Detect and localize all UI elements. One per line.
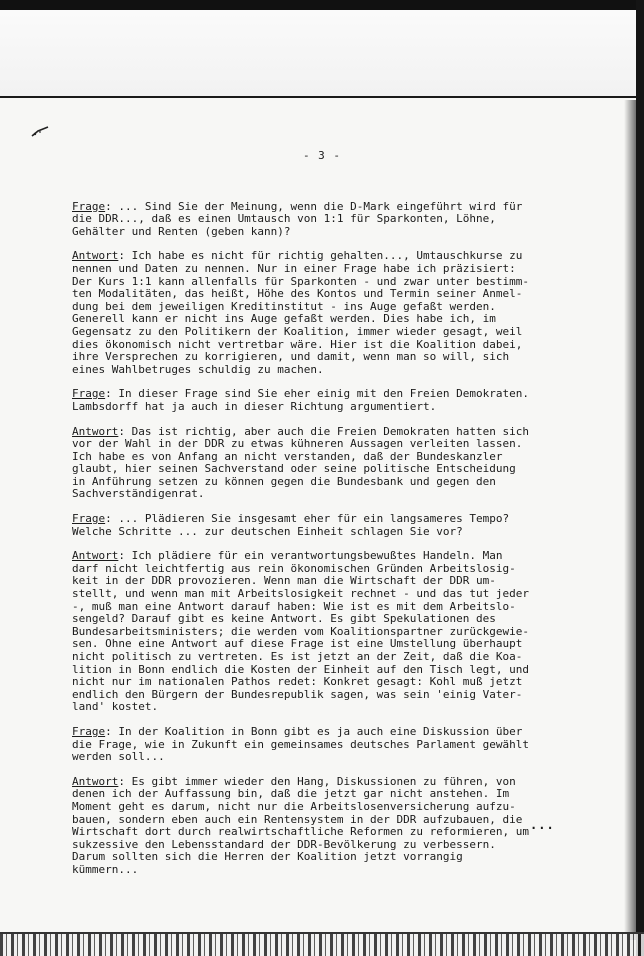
paper-fold-strip — [0, 10, 644, 98]
scan-edge-shadow — [624, 100, 636, 940]
text-line: nicht politisch zu vertreten. Es ist jetzt an der Zeit, daß die Koa- — [72, 650, 523, 663]
text-line: Welche Schritte ... zur deutschen Einheit schlagen Sie vor? — [72, 524, 463, 538]
answer-block — [72, 426, 572, 502]
text-line: sukzessive den Lebensstandard der DDR-Bevölkerung zu verbessern. — [72, 837, 496, 851]
text-line: endlich den Bürgern der Bundesrepublik sagen, was sein 'einig Vater- — [72, 687, 523, 701]
text-line: sengeld? Darauf gibt es keine Antwort. Es gibt Spekulationen des — [72, 612, 496, 626]
question-label: Frage — [72, 724, 106, 738]
scan-right-border — [636, 0, 644, 956]
text-line: land' kostet. — [72, 700, 159, 714]
text-line: Ich habe es von Anfang an nicht verstanden, daß der Bundeskanzler — [72, 449, 503, 463]
ink-smudge-mark — [30, 125, 50, 139]
text-line: die DDR..., daß es einen Umtausch von 1:1 für Sparkonten, Löhne, — [72, 212, 496, 226]
text-line: bauen, sondern eben auch ein Rentensystem in der DDR aufzubauen, die — [72, 812, 523, 826]
block-first-line-text: : In der Koalition in Bonn gibt es ja auch eine Diskussion über — [105, 724, 523, 738]
text-line: eines Wahlbetruges schuldig zu machen. — [72, 362, 324, 376]
text-line: Darum sollten sich die Herren der Koalition jetzt vorrangig — [72, 850, 463, 864]
answer-block — [72, 550, 572, 714]
text-line: ten Modalitäten, das heißt, Höhe des Kontos und Termin seiner Anmel- — [72, 287, 523, 301]
scan-top-border — [0, 0, 644, 10]
answer-label: Antwort — [72, 549, 119, 563]
text-line: Sachverständigenrat. — [72, 487, 205, 501]
answer-block — [72, 250, 572, 376]
block-first-line-text: : Ich habe es nicht für richtig gehalten..., Umtauschkurse zu — [118, 249, 523, 263]
block-first-line-text: : Das ist richtig, aber auch die Freien Demokraten hatten sich — [118, 424, 529, 438]
text-line: denen ich der Auffassung bin, daß die jetzt gar nicht anstehen. Im — [72, 787, 510, 801]
text-line: Moment geht es darum, nicht nur die Arbeitslosenversicherung aufzu- — [72, 799, 516, 813]
text-line: lition in Bonn endlich die Kosten der Einheit auf den Tisch legt, und — [72, 662, 529, 676]
continuation-mark: ... — [530, 818, 555, 832]
text-line: nennen und Daten zu nennen. Nur in einer Frage habe ich präzisiert: — [72, 261, 516, 275]
text-line: werden soll... — [72, 750, 165, 764]
document-page — [72, 150, 572, 889]
block-first-line-text: : Es gibt immer wieder den Hang, Diskussionen zu führen, von — [118, 774, 516, 788]
text-line: stellt, und wenn man mit Arbeitslosigkeit rechnet - und das tut jeder — [72, 587, 529, 601]
text-line: Lambsdorff hat ja auch in dieser Richtung argumentiert. — [72, 399, 437, 413]
text-line: in Anführung setzen zu können gegen die Bundesbank und gegen den — [72, 474, 496, 488]
text-line: darf nicht leichtfertig aus rein ökonomischen Gründen Arbeitslosig- — [72, 561, 516, 575]
text-line: Der Kurs 1:1 kann allenfalls für Sparkonten - und zwar unter bestimm- — [72, 274, 529, 288]
block-first-line — [72, 513, 572, 526]
block-first-line-text: : In dieser Frage sind Sie eher einig mit den Freien Demokraten. — [105, 387, 529, 401]
block-first-line-text: : ... Plädieren Sie insgesamt eher für ein langsameres Tempo? — [105, 512, 510, 526]
text-line: -, muß man eine Antwort darauf haben: Wie ist es mit dem Arbeitslo- — [72, 599, 516, 613]
interview-blocks — [72, 201, 572, 877]
question-label: Frage — [72, 387, 106, 401]
question-label: Frage — [72, 512, 106, 526]
text-line: dies ökonomisch nicht vertretbar wäre. Hier ist die Koalition dabei, — [72, 337, 523, 351]
answer-label: Antwort — [72, 249, 119, 263]
text-line: sen. Ohne eine Antwort auf diese Frage ist eine Umstellung überhaupt — [72, 637, 523, 651]
answer-label: Antwort — [72, 424, 119, 438]
text-line: Gegensatz zu den Politikern der Koalition, immer wieder gesagt, weil — [72, 324, 523, 338]
page-number: - 3 - — [302, 149, 342, 162]
block-first-line — [72, 550, 572, 563]
text-line: dung bei dem jeweiligen Kreditinstitut - ins Auge gefaßt werden. — [72, 299, 496, 313]
block-first-line-text: : Ich plädiere für ein verantwortungsbewußtes Handeln. Man — [118, 549, 503, 563]
scan-bottom-border — [0, 934, 644, 956]
text-line: vor der Wahl in der DDR zu etwas kühneren Aussagen verleiten lassen. — [72, 437, 523, 451]
question-label: Frage — [72, 199, 106, 213]
text-line: Wirtschaft dort durch realwirtschaftliche Reformen zu reformieren, um — [72, 825, 529, 839]
answer-label: Antwort — [72, 774, 119, 788]
question-block — [72, 201, 572, 239]
text-line: kümmern... — [72, 862, 139, 876]
question-block — [72, 388, 572, 413]
text-line: keit in der DDR provozieren. Wenn man die Wirtschaft der DDR um- — [72, 574, 496, 588]
block-first-line — [72, 726, 572, 739]
block-first-line-text: : ... Sind Sie der Meinung, wenn die D-Mark eingeführt wird für — [105, 199, 523, 213]
text-line: nicht nur im nationalen Pathos redet: Konkret gesagt: Kohl muß jetzt — [72, 675, 523, 689]
text-line: die Frage, wie in Zukunft ein gemeinsames deutsches Parlament gewählt — [72, 737, 529, 751]
question-block — [72, 726, 572, 764]
text-line: Gehälter und Renten (geben kann)? — [72, 224, 291, 238]
text-line: Generell kann er nicht ins Auge gefaßt werden. Dies habe ich, im — [72, 312, 496, 326]
text-line: ihre Versprechen zu korrigieren, und damit, wenn man so will, sich — [72, 350, 510, 364]
text-line: Bundesarbeitsministers; die werden vom Koalitionspartner zurückgewie- — [72, 624, 529, 638]
text-line: glaubt, hier seinen Sachverstand oder seine politische Entscheidung — [72, 462, 516, 476]
answer-block — [72, 776, 572, 877]
question-block — [72, 513, 572, 538]
